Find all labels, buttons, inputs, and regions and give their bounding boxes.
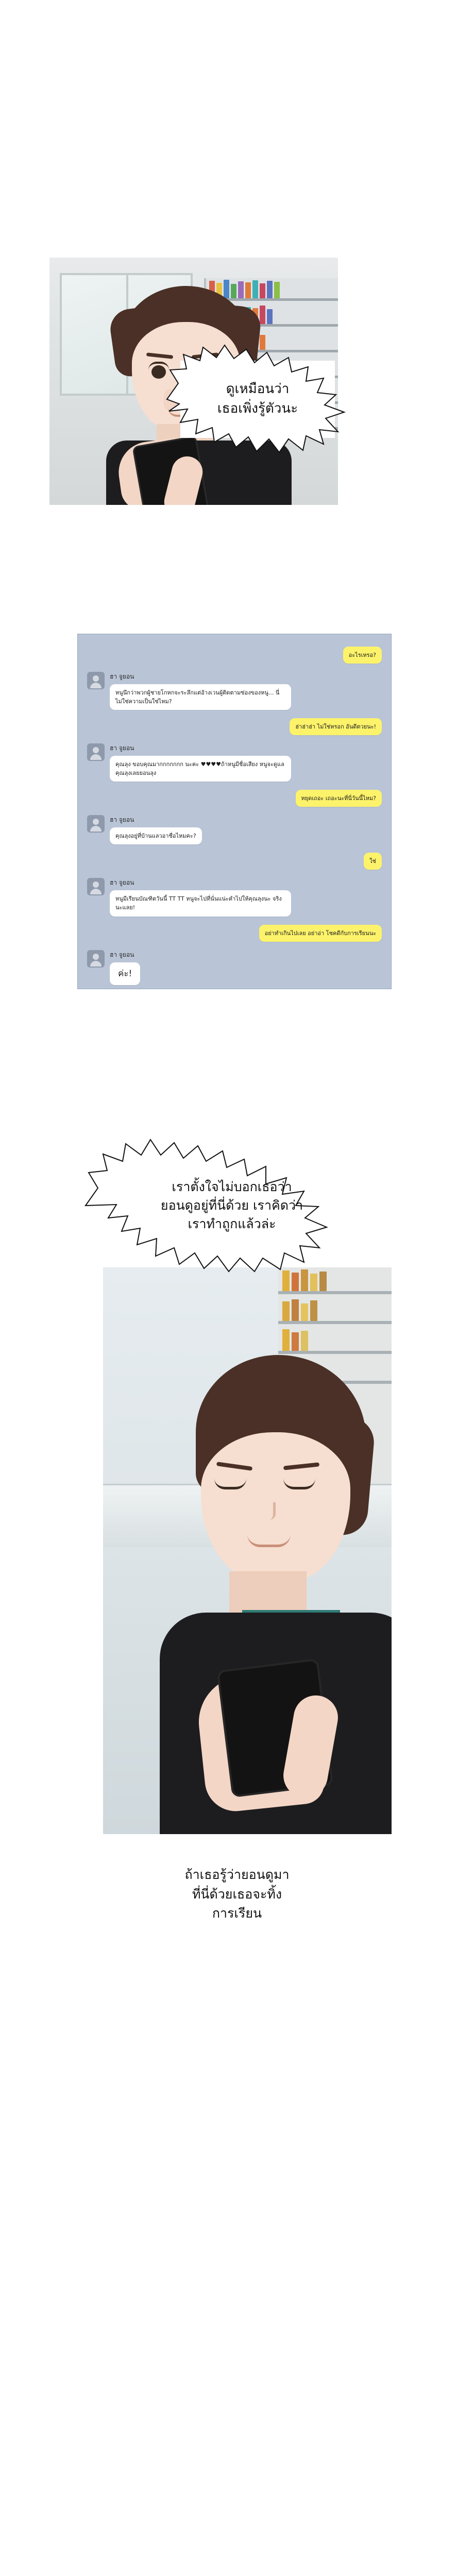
shelf-row xyxy=(278,1327,392,1354)
message-column xyxy=(110,672,291,710)
panel-closeup-man xyxy=(103,1267,392,1834)
avatar xyxy=(87,878,105,895)
message-column xyxy=(259,925,382,942)
message-column xyxy=(296,790,382,807)
chat-bubble-outgoing: หยุดเถอะ เถอะนะที่นี่วันนี้ไหม? xyxy=(296,790,382,807)
chat-bubble-outgoing: อะไรเหรอ? xyxy=(343,647,382,664)
chat-bubble-outgoing: อย่าทำเกินไปเลย อย่าอ่า โชคดีกับการเรียนนะ xyxy=(259,925,382,942)
chat-bubble-incoming: คุณลุง ขอบคุณมากกกกกกก นะคะ ♥♥♥♥ถ้าหนูมีชื่อเสียง หนูจะดูแลคุณลุงเลยยอนลุง xyxy=(110,756,291,782)
smiling-mouth xyxy=(247,1534,291,1547)
nose xyxy=(263,1502,276,1520)
chat-row xyxy=(87,647,382,664)
chat-row xyxy=(87,853,382,870)
sender-name: ฮา จูยอน xyxy=(110,673,134,681)
message-column xyxy=(110,878,291,916)
bubble-line-2: ยอนดูอยู่ที่นี่ด้วย เราคิดว่า xyxy=(160,1197,303,1213)
speech-bubble-jagged-1 xyxy=(180,361,335,438)
chat-row xyxy=(87,950,382,985)
avatar xyxy=(87,743,105,761)
panel-chat-screenshot xyxy=(77,634,392,989)
shelf-row xyxy=(278,1297,392,1324)
book xyxy=(282,1329,290,1351)
book xyxy=(310,1300,317,1321)
sender-name: ฮา จูยอน xyxy=(110,816,134,824)
chat-row xyxy=(87,672,382,710)
book xyxy=(282,1301,290,1321)
caption-line-2: ที่นี่ด้วยเธอจะทิ้ง xyxy=(192,1886,282,1902)
book xyxy=(292,1332,299,1351)
chat-row xyxy=(87,718,382,735)
chat-bubble-outgoing: ใช่ xyxy=(364,853,382,870)
caption-line-1: ถ้าเธอรู้ว่ายอนดูมา xyxy=(184,1867,290,1882)
bubble-line-2: เธอเพิ่งรู้ตัวนะ xyxy=(217,401,298,416)
bubble-line-1: เราตั้งใจไม่บอกเธอว่า xyxy=(172,1179,292,1194)
sender-name: ฮา จูยอน xyxy=(110,744,134,752)
sender-name: ฮา จูยอน xyxy=(110,951,134,958)
chat-row xyxy=(87,815,382,844)
bubble-text xyxy=(161,1178,303,1234)
book xyxy=(292,1299,299,1321)
chat-bubble-incoming: หนูนึกว่าพวกผู้ชายโกหกจะระลึกแต่อ้างเวนผู้ติดตามซ่องของหนู... นี่ไม่ใช่ความเป็นใช่ไหม? xyxy=(110,684,291,710)
chat-row xyxy=(87,790,382,807)
book xyxy=(310,1274,317,1291)
bottom-caption xyxy=(0,1865,474,1923)
message-column xyxy=(343,647,382,664)
message-column xyxy=(110,815,202,844)
message-column xyxy=(290,718,382,735)
chat-bubble-incoming: ค่ะ! xyxy=(110,962,140,985)
face xyxy=(201,1432,350,1582)
bubble-line-1: ดูเหมือนว่า xyxy=(226,381,290,397)
bubble-text xyxy=(217,380,298,418)
book xyxy=(301,1303,308,1321)
book xyxy=(292,1273,299,1291)
chat-row xyxy=(87,743,382,782)
chat-bubble-incoming: หนูมีเรียนบัณฑิตวันนี้ TT TT หนูจะไปที่นั่นแน่ะคำไปให้คุณลุงนะ จริงนะแลย! xyxy=(110,890,291,916)
sender-name: ฮา จูยอน xyxy=(110,879,134,887)
avatar xyxy=(87,950,105,968)
bubble-line-3: เราทำถูกแล้วล่ะ xyxy=(188,1216,276,1232)
message-column xyxy=(364,853,382,870)
chat-row xyxy=(87,925,382,942)
book xyxy=(301,1331,308,1351)
message-column xyxy=(110,950,140,985)
character-figure-closeup xyxy=(180,1355,392,1834)
caption-line-3: การเรียน xyxy=(212,1906,262,1921)
chat-bubble-incoming: คุณลุงอยู่ที่บ้านแลวอาชื่อไหมคะ? xyxy=(110,827,202,844)
message-column xyxy=(110,743,291,782)
avatar xyxy=(87,815,105,833)
chat-row xyxy=(87,878,382,916)
speech-bubble-jagged-2 xyxy=(98,1154,366,1257)
chat-bubble-outgoing: ฮ่าฮ่าฮ่า ไม่ใช่หรอก อันดีตวยนะ! xyxy=(290,718,382,735)
avatar xyxy=(87,672,105,689)
